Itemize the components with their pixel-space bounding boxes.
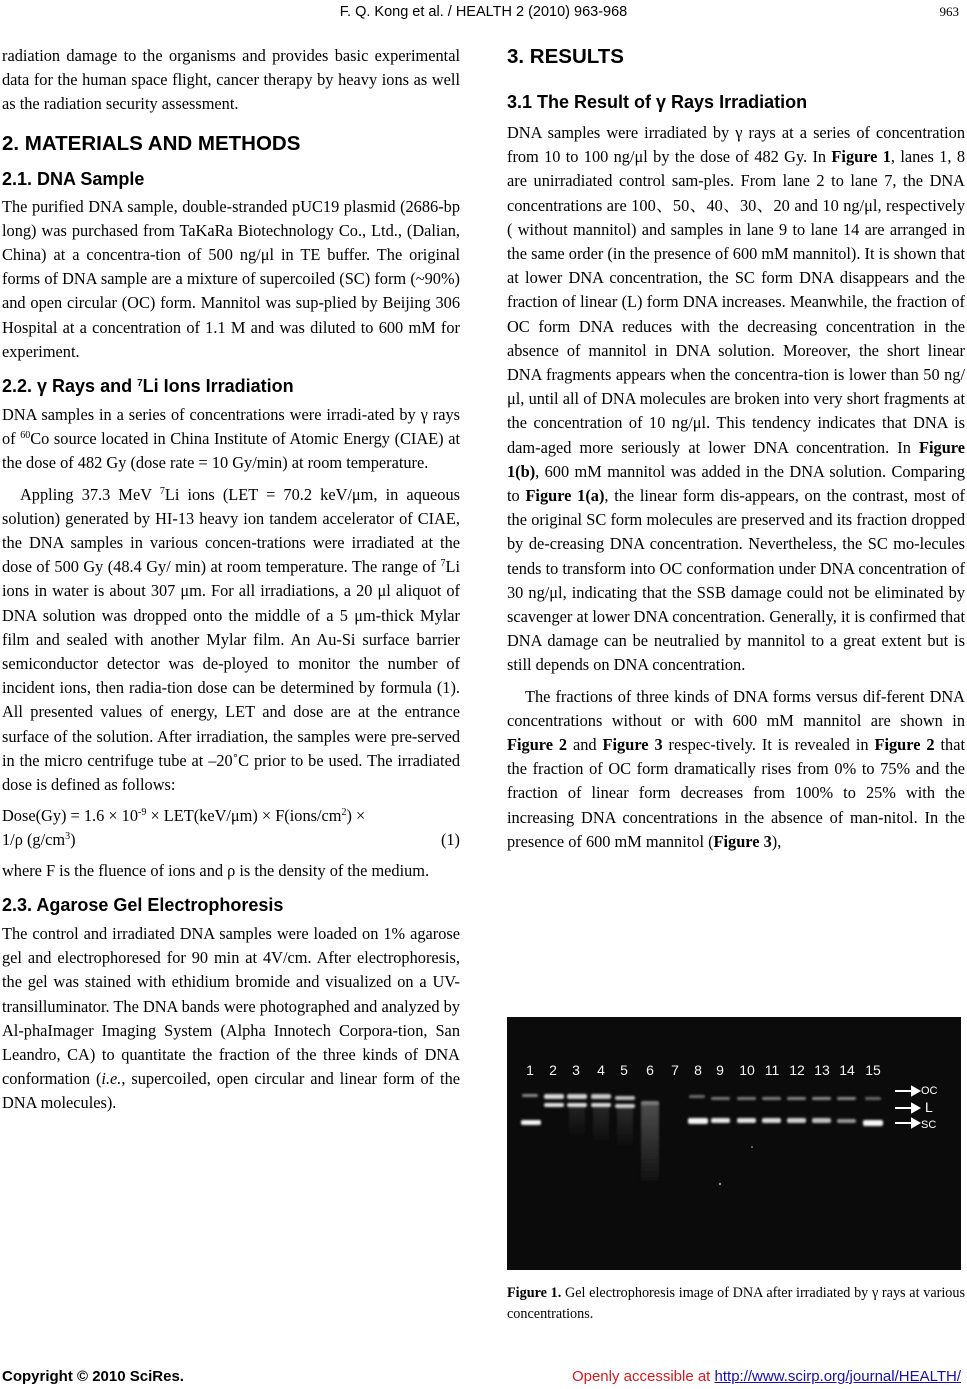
section-2-2-paragraph-2: Appling 37.3 MeV $^7$Li ions (LET = 70.2 keV/μm, in aqueous solution) generated by HI-13 heavy ion tandem accelerator of CIAE, the DNA samples in various concen-trations were irradiated at the dose of 500 Gy (48.4 Gy/ min) at room temperature. The range of $^7$Li ions in water is about 307 μm. For all irradiations, a 20 μl aliquot of DNA solution was dropped onto the middle of a 5 μm-thick Mylar film and sealed with another Mylar film. An Au-Si surface barrier semiconductor detector was de-ployed to monitor the number of incident ions, then radia-tion dose can be determined by formula (1). All presented values of energy, LET and dose are at the entrance surface of the solution. After irradiation, the samples were pre-served in the micro centrifuge tube at –20˚C prior to be used. The irradiated dose is defined as follows: [2, 484, 460, 795]
equation-number: (1) [440, 830, 460, 850]
section-3-1-title: 3.1 The Result of γ Rays Irradiation [507, 92, 808, 112]
lane-label: 13 [814, 1062, 830, 1078]
speck [751, 1146, 753, 1148]
running-head: F. Q. Kong et al. / HEALTH 2 (2010) 963-968 [339, 4, 628, 20]
band-label-l: L [925, 1099, 933, 1115]
band-lane-2-oc [544, 1094, 564, 1099]
figure-1-caption [507, 1283, 965, 1324]
band-lane-11-oc [762, 1097, 781, 1100]
results-paragraph-2: The fractions of three kinds of DNA forms versus dif-ferent DNA concentrations without or with 600 mM mannitol are shown in Figure 2 and Figure 3 respec-tively. It is revealed in Figure 2 that the fraction of OC form dramatically rises from 0% to 75% and the fraction of linear form decreases from 100% to 25% with the increasing DNA concentrations in the absence of man-nitol. In the presence of 600 mM mannitol (Figure 3), [507, 686, 965, 851]
running-header [0, 2, 967, 24]
lane-label: 8 [694, 1062, 702, 1078]
band-lane-8-sc [688, 1118, 708, 1124]
band-lane-5-l [615, 1104, 635, 1108]
equation-where: where F is the fluence of ions and ρ is the density of the medium. [2, 860, 430, 880]
band-lane-9-sc [711, 1118, 730, 1123]
band-lane-11-sc [762, 1118, 781, 1123]
band-label-oc: OC [921, 1085, 938, 1097]
band-lane-1-oc [522, 1094, 538, 1097]
dose-equation: Dose(Gy) = $1.6 \times 10^{-9} \times LET(keV/\mu m)$ × $F(ions/cm^2)$ × 1/ρ $(g/cm^3)$ (1) [2, 804, 460, 852]
section-2-2-paragraph-1: DNA samples in a series of concentrations were irradi-ated by γ rays of $^{60}$Co source located in China Institute of Atomic Energy (CIAE) at the dose of 482 Gy (dose rate = 10 Gy/min) at room temperature. [2, 405, 460, 473]
band-lane-4-oc [591, 1094, 611, 1099]
gel-electrophoresis-image [507, 1017, 961, 1270]
band-lane-13-oc [812, 1097, 831, 1100]
band-lane-15-oc [865, 1097, 881, 1100]
band-lane-13-sc [812, 1118, 831, 1123]
open-access-note: Openly accessible at http://www.scirp.org/journal/HEALTH/ [571, 1368, 961, 1385]
band-lane-14-sc [837, 1119, 856, 1123]
lane-label: 11 [764, 1062, 780, 1078]
band-lane-1-sc [521, 1120, 541, 1125]
smear-lane-3 [569, 1105, 585, 1135]
band-lane-12-oc [787, 1097, 806, 1100]
smear-lane-4 [593, 1105, 609, 1141]
lane-label: 4 [597, 1062, 605, 1078]
section-2-3-paragraph: The control and irradiated DNA samples were loaded on 1% agarose gel and electrophoresed for 90 min at 4V/cm. After electrophoresis, the gel was stained with ethidium bromide and visualized on a UV-transilluminator. The DNA bands were photographed and analyzed by Al-phaImager Imaging System (Alpha Innotech Corpora-tion, San Leandro, CA) to quantitate the fraction of the three kinds of DNA conformation (i.e., supercoiled, open circular and linear form of the DNA molecules). [2, 923, 460, 1113]
band-lane-5-oc [615, 1096, 635, 1100]
lane-label: 10 [739, 1062, 755, 1078]
page-number: 963 [939, 4, 959, 19]
lane-label: 1 [526, 1062, 534, 1078]
lane-label: 12 [789, 1062, 805, 1078]
band-lane-8-oc [689, 1095, 705, 1098]
band-lane-10-sc [737, 1118, 756, 1123]
lane-label: 2 [549, 1062, 557, 1078]
band-label-sc: SC [921, 1119, 937, 1131]
smear-lane-5 [617, 1105, 633, 1145]
lane-label: 14 [839, 1062, 855, 1078]
smear-lane-6 [641, 1103, 659, 1181]
section-2-3-title: 2.3. Agarose Gel Electrophoresis [2, 894, 284, 915]
band-lane-15-sc [863, 1120, 883, 1126]
section-3-title: 3. RESULTS [507, 45, 624, 68]
copyright-notice: Copyright © 2010 SciRes. [2, 1368, 184, 1385]
lane-label: 6 [646, 1062, 654, 1078]
lane-label: 15 [865, 1062, 881, 1078]
lane-label: 3 [572, 1062, 580, 1078]
lane-label: 9 [716, 1062, 724, 1078]
band-lane-2-l [544, 1103, 564, 1107]
band-lane-12-sc [787, 1118, 806, 1123]
band-lane-4-l [591, 1103, 611, 1107]
band-lane-3-oc [567, 1094, 587, 1099]
section-2-title: 2. MATERIALS AND METHODS [2, 131, 301, 155]
lane-label: 5 [620, 1062, 628, 1078]
section-2-1-title: 2.1. DNA Sample [2, 168, 145, 189]
gel-image [507, 1017, 961, 1270]
speck [719, 1183, 721, 1185]
band-lane-9-oc [711, 1097, 730, 1100]
intro-paragraph: radiation damage to the organisms and provides basic experimental data for the human space flight, cancer therapy by heavy ions as well as the radiation security assessment. [2, 46, 460, 114]
caption-label: Figure 1. [507, 1285, 562, 1301]
gel-background [507, 1017, 961, 1270]
band-lane-6-l [641, 1101, 659, 1105]
journal-link[interactable]: http://www.scirp.org/journal/HEALTH/ [714, 1368, 961, 1385]
page-footer [0, 1366, 967, 1388]
section-2-1-paragraph: The purified DNA sample, double-stranded pUC19 plasmid (2686-bp long) was purchased from TaKaRa Biotechnology Co., Ltd., (Dalian, China) at a concentra-tion of 500 ng/μl in TE buffer. The original forms of DNA sample are a mixture of supercoiled (SC) form (~90%) and open circular (OC) form. Mannitol was sup-plied by Beijing 306 Hospital at a concentration of 1.1 M and was diluted to 600 mM for experiment. [2, 196, 460, 361]
band-lane-14-oc [837, 1097, 856, 1100]
lane-label: 7 [671, 1062, 679, 1078]
band-lane-10-oc [737, 1097, 756, 1100]
results-paragraph-1: DNA samples were irradiated by γ rays at a series of concentration from 10 to 100 ng/μl by the dose of 482 Gy. In Figure 1, lanes 1, 8 are unirradiated control sam-ples. From lane 2 to lane 7, the DNA concentrations are 100、50、40、30、20 and 10 ng/μl, respectively ( without mannitol) and samples in lane 9 to lane 14 are arranged in the same order (in the presence of 600 mM mannitol). It is shown that at lower DNA concentration, the SC form DNA disappears and the fraction of linear (L) form DNA increases. Meanwhile, the fraction of OC form DNA reduces with the decreasing concentration in the absence of mannitol in DNA solution. Moreover, the short linear DNA fragments appears when the concentra-tion is lower than 50 ng/μl, until all of DNA molecules are broken into very short fragments at the concentration of 10 ng/μl. This tendency indicates that DNA is dam-aged more seriously at lower DNA concentration. In Figure 1(b), 600 mM mannitol was added in the DNA solution. Comparing to Figure 1(a), the linear form dis-appears, on the contrast, most of the original SC form molecules are preserved and its fraction dropped by de-creasing DNA concentration. Nevertheless, the SC mo-lecules tends to transform into OC conformation under DNA concentration of 30 ng/μl, indicating that the SSB damage could not be eliminated by scavenger at lower DNA concentration. Generally, it is confirmed that DNA damage can be neutralied by mannitol to a great extent but is still depends on DNA concentration. [507, 123, 965, 675]
band-lane-3-l [567, 1103, 587, 1107]
left-column [2, 44, 460, 1123]
right-column [507, 44, 965, 861]
caption-text: Gel electrophoresis image of DNA after irradiated by γ rays at various concentrations. [507, 1285, 965, 1322]
section-2-2-title: 2.2. γ Rays and $^7$Li Ions Irradiation [2, 376, 294, 397]
